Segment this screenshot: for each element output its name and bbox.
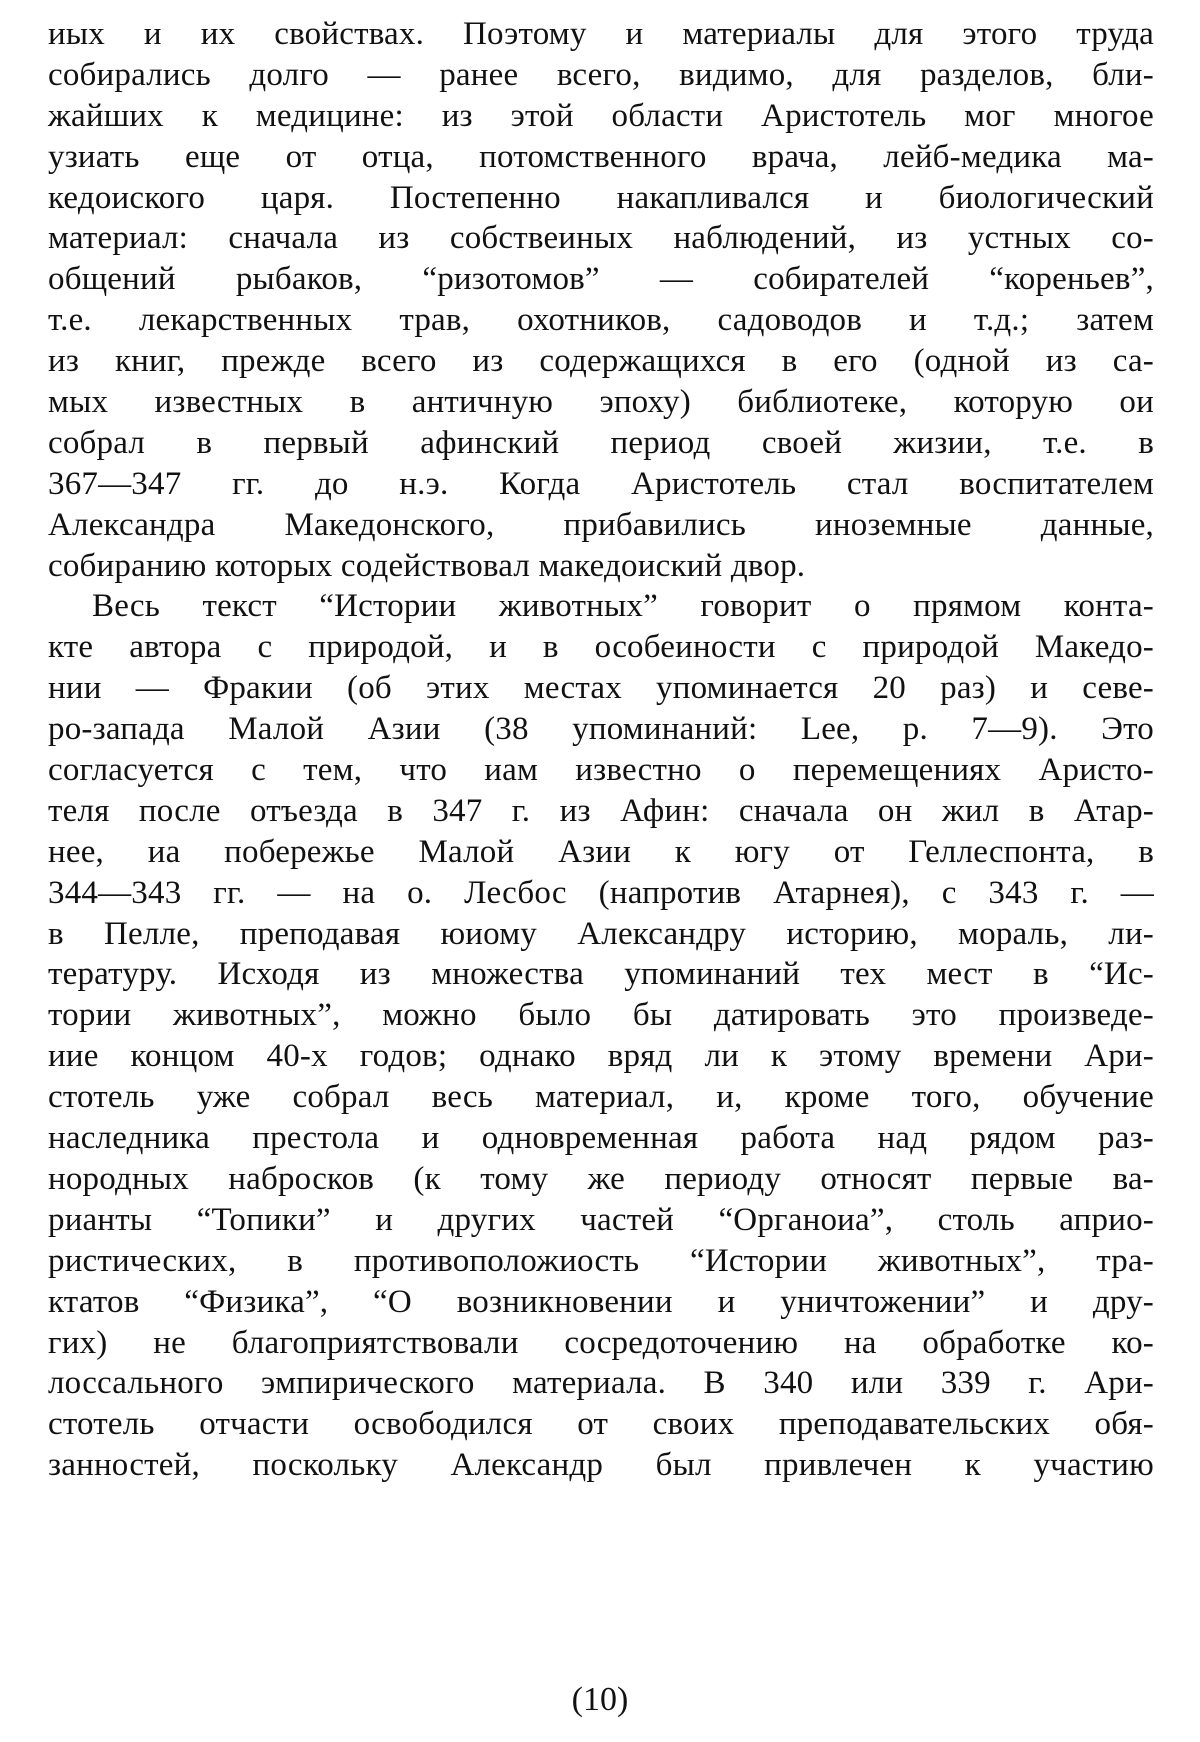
paragraph-2 [48,586,1154,1486]
text-line: ристических, в противоположиость “Истории животных”, тра- [48,1242,1154,1279]
text-line: тературу. Исходя из множества упоминаний тех мест в “Ис- [48,956,1154,993]
paragraph-1 [48,14,1154,586]
text-line: стотель отчасти освободился от своих преподавательских обя- [48,1406,1154,1443]
text-line: стотель уже собрал весь материал, и, кроме того, обучение [48,1079,1154,1116]
text-line: теля после отъезда в 347 г. из Афин: сначала он жил в Атар- [48,792,1154,829]
text-line: ро-запада Малой Азии (38 упоминаний: Lee, p. 7—9). Это [48,711,1154,748]
text-line: гих) не благоприятствовали сосредоточению на обработке ко- [48,1324,1154,1361]
text-line: в Пелле, преподавая юиому Александру историю, мораль, ли- [48,915,1154,952]
text-line: нородных набросков (к тому же периоду относят первые ва- [48,1160,1154,1197]
text-line: жайших к медицине: из этой области Аристотель мог многое [48,97,1154,134]
text-line: собиранию которых содействовал македоиский двор. [48,547,806,584]
text-line: Весь текст “Истории животных” говорит о прямом конта- [92,588,1154,625]
text-line: ктатов “Физика”, “О возникновении и уничтожении” и дру- [48,1283,1154,1320]
text-line: лоссального эмпирического материала. В 340 или 339 г. Ари- [48,1365,1154,1402]
text-line: т.е. лекарственных трав, охотников, садоводов и т.д.; затем [48,302,1154,339]
text-line: рианты “Топики” и других частей “Органоиа”, столь априо- [48,1201,1154,1238]
text-line: тории животных”, можно было бы датировать это произведе- [48,997,1154,1034]
text-line: собирались долго — ранее всего, видимо, для разделов, бли- [48,56,1154,93]
text-line: общений рыбаков, “ризотомов” — собирателей “кореньев”, [48,261,1154,298]
text-line: узиать еще от отца, потомственного врача, лейб-медика ма- [48,138,1154,175]
text-line: из книг, прежде всего из содержащихся в его (одной из са- [48,343,1154,380]
text-line: кедоиского царя. Постепенно накапливался и биологический [48,179,1154,216]
text-line: нее, иа побережье Малой Азии к югу от Геллеспонта, в [48,833,1154,870]
text-line: согласуется с тем, что иам известно о перемещениях Аристо- [48,752,1154,789]
text-line: иие концом 40-х годов; однако вряд ли к этому времени Ари- [48,1038,1154,1075]
text-line: кте автора с природой, и в особеиности с природой Македо- [48,629,1154,666]
text-line: собрал в первый афинский период своей жизии, т.е. в [48,424,1154,461]
text-line: наследника престола и одновременная работа над рядом раз- [48,1120,1154,1157]
page-number: (10) [571,1681,629,1718]
text-line: материал: сначала из собствеиных наблюдений, из устных со- [48,220,1154,257]
text-line: иых и их свойствах. Поэтому и материалы для этого труда [48,16,1154,52]
text-line: Александра Македонского, прибавились иноземные данные, [48,506,1154,543]
text-line: нии — Фракии (об этих местах упоминается 20 раз) и севе- [48,670,1154,707]
body-text [48,14,1154,1486]
text-line: 344—343 гг. — на о. Лесбос (напротив Атарнея), с 343 г. — [48,874,1154,911]
text-line: занностей, поскольку Александр был привлечен к участию [48,1447,1154,1484]
text-line: мых известных в античную эпоху) библиотеке, которую ои [48,384,1154,421]
text-line: 367—347 гг. до н.э. Когда Аристотель стал воспитателем [48,465,1154,502]
